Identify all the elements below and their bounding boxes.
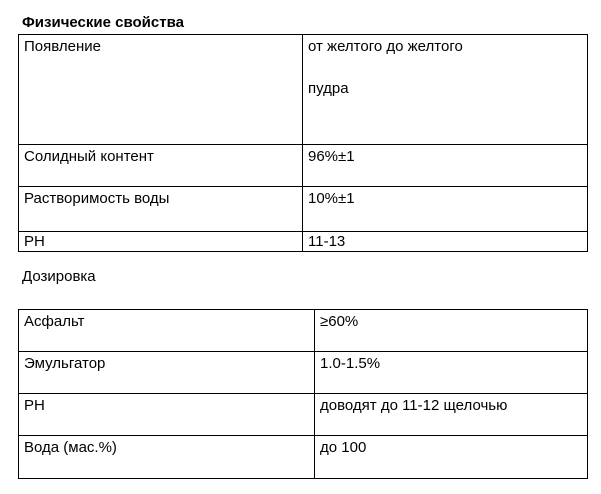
row-label-ph: PH — [19, 232, 303, 252]
dosage-heading: Дозировка — [22, 268, 96, 285]
row-label-emulsifier: Эмульгатор — [19, 352, 315, 394]
value-line-1: от желтого до желтого — [308, 38, 463, 55]
table-row — [19, 352, 588, 394]
row-label-asphalt: Асфальт — [19, 310, 315, 352]
row-label-water: Вода (мас.%) — [19, 436, 315, 479]
table-row — [19, 145, 588, 187]
row-label-ph-dosage: PH — [19, 394, 315, 436]
row-value-ph: 11-13 — [303, 232, 588, 252]
row-value-ph-dosage: доводят до 11-12 щелочью — [315, 394, 588, 436]
table-row — [19, 394, 588, 436]
row-value-water-solubility: 10%±1 — [303, 187, 588, 232]
row-value-solid-content: 96%±1 — [303, 145, 588, 187]
table-row — [19, 187, 588, 232]
physical-properties-table — [18, 34, 588, 252]
row-label-appearance: Появление — [19, 35, 303, 145]
physical-properties-heading: Физические свойства — [22, 14, 184, 31]
dosage-table — [18, 309, 588, 479]
row-label-solid-content: Солидный контент — [19, 145, 303, 187]
value-line-2: пудра — [308, 80, 349, 97]
row-value-emulsifier: 1.0-1.5% — [315, 352, 588, 394]
table-row — [19, 310, 588, 352]
row-value-asphalt: ≥60% — [315, 310, 588, 352]
row-label-water-solubility: Растворимость воды — [19, 187, 303, 232]
table-row — [19, 35, 588, 145]
table-row — [19, 436, 588, 479]
row-value-appearance — [303, 35, 588, 145]
table-row — [19, 232, 588, 252]
row-value-water: до 100 — [315, 436, 588, 479]
line-gap — [308, 56, 587, 80]
